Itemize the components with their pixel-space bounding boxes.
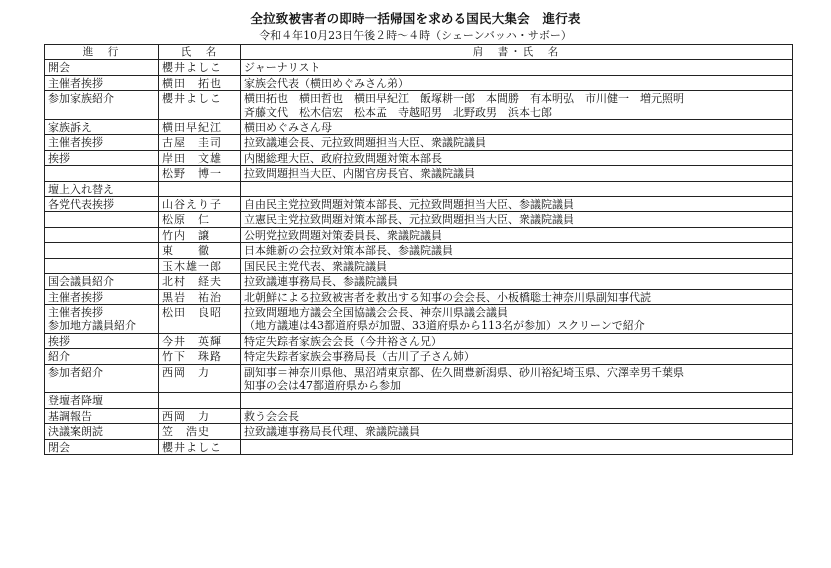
item-text: 壇上入れ替え	[48, 182, 114, 196]
item-text: 主催者挨拶	[48, 136, 103, 150]
item-text: 紹介	[48, 350, 70, 364]
name-text: 今井 英輝	[162, 334, 222, 348]
name-cell	[159, 304, 241, 333]
table-row	[45, 135, 793, 150]
role-cell	[241, 304, 793, 333]
role-text: 拉致議連会長、元拉致問題担当大臣、衆議院議員	[244, 136, 486, 150]
name-cell	[159, 91, 241, 120]
role-text	[244, 183, 789, 196]
name-text: 松原 仁	[162, 213, 210, 227]
header-role: 肩 書・氏 名	[241, 45, 793, 60]
table-row	[45, 91, 793, 120]
role-cell	[241, 274, 793, 289]
name-cell	[159, 424, 241, 439]
name-cell	[159, 258, 241, 273]
name-text: 西岡 力	[162, 365, 210, 379]
name-text: 玉木雄一郎	[162, 259, 222, 273]
role-text	[244, 394, 789, 407]
table-row	[45, 393, 793, 408]
table-row	[45, 166, 793, 181]
name-text	[162, 183, 237, 196]
item-cell	[45, 364, 159, 393]
role-text: 拉致問題地方議会全国協議会会長、神奈川県議会議員	[244, 305, 508, 319]
name-text	[162, 394, 237, 407]
role-text: 知事の会は47都道府県から参加	[244, 378, 401, 392]
role-text: ジャーナリスト	[244, 61, 321, 75]
item-text	[48, 167, 155, 180]
name-cell	[159, 349, 241, 364]
name-cell	[159, 166, 241, 181]
role-cell	[241, 212, 793, 227]
role-text: 拉致問題担当大臣、内閣官房長官、衆議院議員	[244, 167, 475, 181]
role-cell	[241, 166, 793, 181]
item-text: 家族訴え	[48, 121, 92, 135]
name-text: 黒岩 祐治	[162, 290, 222, 304]
table-row	[45, 274, 793, 289]
table-header-row	[45, 45, 793, 60]
role-text: （地方議連は43都道府県が加盟、33道府県から113名が参加）スクリーンで紹介	[244, 319, 645, 333]
item-text: 参加者紹介	[48, 365, 103, 379]
item-cell	[45, 91, 159, 120]
role-cell	[241, 91, 793, 120]
name-cell	[159, 289, 241, 304]
name-cell	[159, 120, 241, 135]
name-cell	[159, 364, 241, 393]
name-text: 古屋 圭司	[162, 136, 222, 150]
item-text: 国会議員紹介	[48, 275, 114, 289]
name-text: 竹内 譲	[162, 228, 210, 242]
item-text	[48, 260, 155, 273]
item-cell	[45, 166, 159, 181]
item-text: 主催者挨拶	[48, 76, 103, 90]
role-text: 北朝鮮による拉致被害者を救出する知事の会会長、小板橋聡士神奈川県副知事代読	[244, 290, 651, 304]
name-text: 横田早紀江	[162, 121, 222, 135]
role-cell	[241, 258, 793, 273]
item-cell	[45, 60, 159, 75]
table-row	[45, 304, 793, 333]
item-cell	[45, 75, 159, 90]
table-row	[45, 120, 793, 135]
name-text: 北村 経夫	[162, 275, 222, 289]
table-row	[45, 60, 793, 75]
item-cell	[45, 349, 159, 364]
role-text: 国民民主党代表、衆議院議員	[244, 259, 387, 273]
role-cell	[241, 289, 793, 304]
item-text: 決議案朗読	[48, 425, 103, 439]
name-cell	[159, 227, 241, 242]
table-row	[45, 349, 793, 364]
name-cell	[159, 439, 241, 454]
item-cell	[45, 197, 159, 212]
item-text: 参加家族紹介	[48, 92, 114, 106]
table-row	[45, 424, 793, 439]
name-cell	[159, 135, 241, 150]
name-cell	[159, 408, 241, 423]
name-cell	[159, 197, 241, 212]
name-cell	[159, 75, 241, 90]
name-cell	[159, 60, 241, 75]
header-name: 氏 名	[159, 45, 241, 60]
role-text: 特定失踪者家族会事務局長（古川了子さん姉）	[244, 350, 475, 364]
table-row	[45, 333, 793, 348]
table-row	[45, 289, 793, 304]
name-cell	[159, 274, 241, 289]
name-text: 横田 拓也	[162, 76, 222, 90]
role-text: 副知事＝神奈川県他、黒沼靖東京都、佐久間豊新潟県、砂川裕紀埼玉県、穴澤幸男千葉県	[244, 365, 684, 379]
name-cell	[159, 181, 241, 196]
name-cell	[159, 393, 241, 408]
item-cell	[45, 227, 159, 242]
item-text: 主催者挨拶	[48, 290, 103, 304]
item-cell	[45, 439, 159, 454]
name-text: 笠 浩史	[162, 425, 210, 439]
item-cell	[45, 243, 159, 258]
role-text: 拉致議連事務局長代理、衆議院議員	[244, 425, 420, 439]
item-cell	[45, 135, 159, 150]
role-text: 斉藤文代 松木信宏 松本孟 寺越昭男 北野政男 浜本七郎	[244, 105, 552, 119]
name-text: 松野 博一	[162, 167, 222, 181]
role-text: 公明党拉致問題対策委員長、衆議院議員	[244, 228, 442, 242]
table-row	[45, 212, 793, 227]
header-item: 進 行	[45, 45, 159, 60]
role-cell	[241, 60, 793, 75]
item-cell	[45, 120, 159, 135]
name-text: 櫻井よしこ	[162, 61, 222, 75]
role-text: 立憲民主党拉致問題対策本部長、元拉致問題担当大臣、衆議院議員	[244, 213, 574, 227]
item-text	[48, 229, 155, 242]
role-cell	[241, 333, 793, 348]
item-text: 開会	[48, 61, 70, 75]
name-cell	[159, 333, 241, 348]
role-cell	[241, 120, 793, 135]
name-text: 松田 良昭	[162, 305, 222, 319]
program-table	[44, 44, 793, 455]
item-cell	[45, 258, 159, 273]
name-cell	[159, 212, 241, 227]
table-row	[45, 258, 793, 273]
item-text: 主催者挨拶	[48, 305, 103, 319]
item-cell	[45, 424, 159, 439]
name-text: 櫻井よしこ	[162, 92, 222, 106]
item-cell	[45, 333, 159, 348]
role-text: 自由民主党拉致問題対策本部長、元拉致問題担当大臣、参議院議員	[244, 198, 574, 212]
document-title: 全拉致被害者の即時一括帰国を求める国民大集会 進行表	[250, 11, 581, 26]
role-cell	[241, 135, 793, 150]
item-text: 挨拶	[48, 334, 70, 348]
table-row	[45, 197, 793, 212]
name-text: 東 徹	[162, 244, 210, 258]
table-row	[45, 150, 793, 165]
role-cell	[241, 197, 793, 212]
name-cell	[159, 243, 241, 258]
item-cell	[45, 212, 159, 227]
role-text: 救う会会長	[244, 409, 299, 423]
item-text: 各党代表挨拶	[48, 198, 114, 212]
role-text: 内閣総理大臣、政府拉致問題対策本部長	[244, 151, 442, 165]
role-cell	[241, 243, 793, 258]
role-cell	[241, 424, 793, 439]
role-text: 横田拓也 横田哲也 横田早紀江 飯塚耕一郎 本間勝 有本明弘 市川健一 増元照明	[244, 92, 684, 106]
role-cell	[241, 150, 793, 165]
role-text	[244, 441, 789, 454]
role-cell	[241, 408, 793, 423]
name-text: 西岡 力	[162, 409, 210, 423]
role-cell	[241, 349, 793, 364]
item-cell	[45, 304, 159, 333]
name-cell	[159, 150, 241, 165]
item-text: 参加地方議員紹介	[48, 319, 136, 333]
table-row	[45, 243, 793, 258]
role-text: 日本維新の会拉致対策本部長、参議院議員	[244, 244, 453, 258]
item-cell	[45, 289, 159, 304]
role-cell	[241, 364, 793, 393]
document-subtitle: 令和４年10月23日午後２時～４時（シェーンバッハ・サボー）	[259, 29, 572, 42]
item-text: 挨拶	[48, 151, 70, 165]
item-text: 登壇者降壇	[48, 394, 103, 408]
item-text	[48, 213, 155, 226]
item-cell	[45, 393, 159, 408]
role-cell	[241, 227, 793, 242]
item-text	[48, 244, 155, 257]
role-cell	[241, 393, 793, 408]
role-text: 家族会代表（横田めぐみさん弟）	[244, 76, 409, 90]
role-text: 拉致議連事務局長、参議院議員	[244, 275, 398, 289]
name-text: 岸田 文雄	[162, 151, 222, 165]
table-row	[45, 408, 793, 423]
table-row	[45, 181, 793, 196]
table-row	[45, 75, 793, 90]
role-text: 特定失踪者家族会会長（今井裕さん兄）	[244, 334, 442, 348]
table-row	[45, 364, 793, 393]
role-cell	[241, 75, 793, 90]
role-text: 横田めぐみさん母	[244, 121, 332, 135]
item-cell	[45, 408, 159, 423]
table-body	[45, 60, 793, 455]
table-row	[45, 439, 793, 454]
table-row	[45, 227, 793, 242]
item-text: 基調報告	[48, 409, 92, 423]
item-cell	[45, 274, 159, 289]
name-text: 竹下 珠路	[162, 350, 222, 364]
role-cell	[241, 439, 793, 454]
item-cell	[45, 181, 159, 196]
name-text: 櫻井よしこ	[162, 440, 222, 454]
item-text: 閉会	[48, 440, 70, 454]
item-cell	[45, 150, 159, 165]
role-cell	[241, 181, 793, 196]
name-text: 山谷えり子	[162, 198, 222, 212]
